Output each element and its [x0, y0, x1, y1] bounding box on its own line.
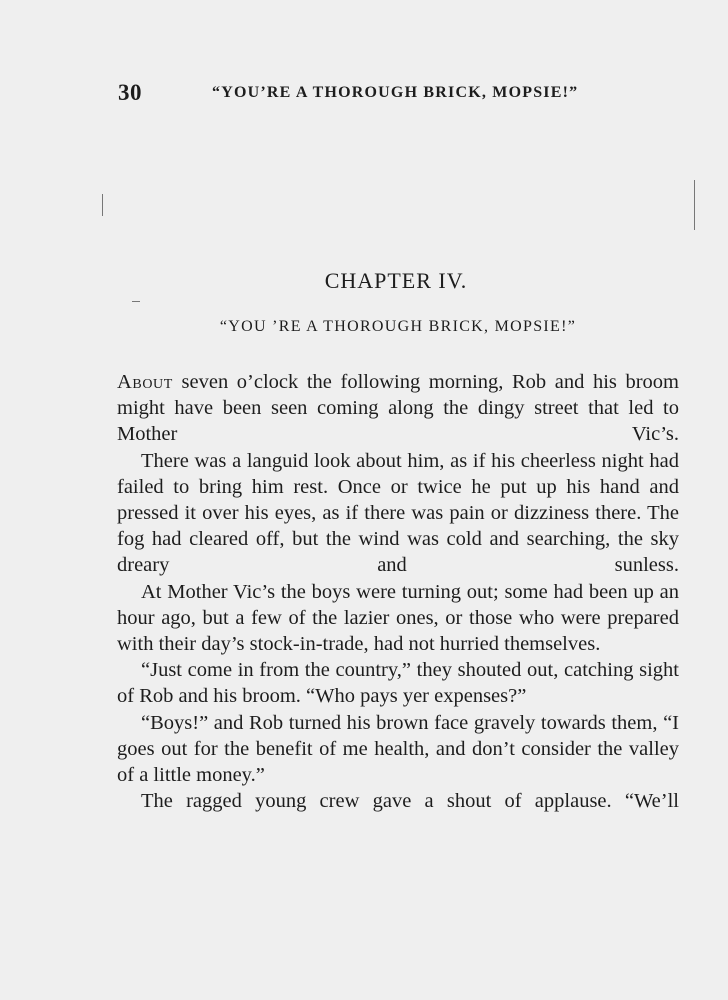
chapter-heading: CHAPTER IV. — [324, 268, 468, 293]
body-text — [117, 369, 679, 814]
paragraph-lead-word: About — [117, 371, 173, 393]
paragraph-text: seven o’clock the following morning, Rob and his broom might have been seen coming along the dingy street that led to Mother Vic’s. — [117, 371, 679, 446]
running-title: “YOU’RE A THOROUGH BRICK, MOPSIE!” — [212, 84, 579, 101]
chapter-subtitle: “YOU ’RE A THOROUGH BRICK, MOPSIE!” — [219, 318, 577, 335]
paragraph: “Boys!” and Rob turned his brown face gravely towards them, “I goes out for the benefit of me health, and don’t consider the valley of a little money.” — [117, 711, 679, 787]
paragraph: “Just come in from the country,” they shouted out, catching sight of Rob and his broom. “Who pays yer expenses?” — [117, 659, 679, 708]
running-head — [118, 80, 598, 110]
page-number: 30 — [118, 80, 142, 105]
paragraph: The ragged young crew gave a shout of applause. “We’ll — [141, 790, 679, 813]
margin-mark-left — [102, 194, 103, 216]
paragraph: At Mother Vic’s the boys were turning out; some had been up an hour ago, but a few of the lazier ones, or those who were prepared with their day’s stock-in-trade, had not hurried themselves. — [117, 580, 679, 656]
margin-mark-right — [694, 180, 695, 230]
paragraph: There was a languid look about him, as if his cheerless night had failed to bring him rest. Once or twice he put up his hand and pressed it over his eyes, as if there was pain or dizziness there. The fog had cleared off, but the wind was cold and searching, the sky dreary and sunless. — [117, 449, 679, 577]
margin-dash — [132, 301, 140, 302]
paragraph — [117, 369, 679, 448]
